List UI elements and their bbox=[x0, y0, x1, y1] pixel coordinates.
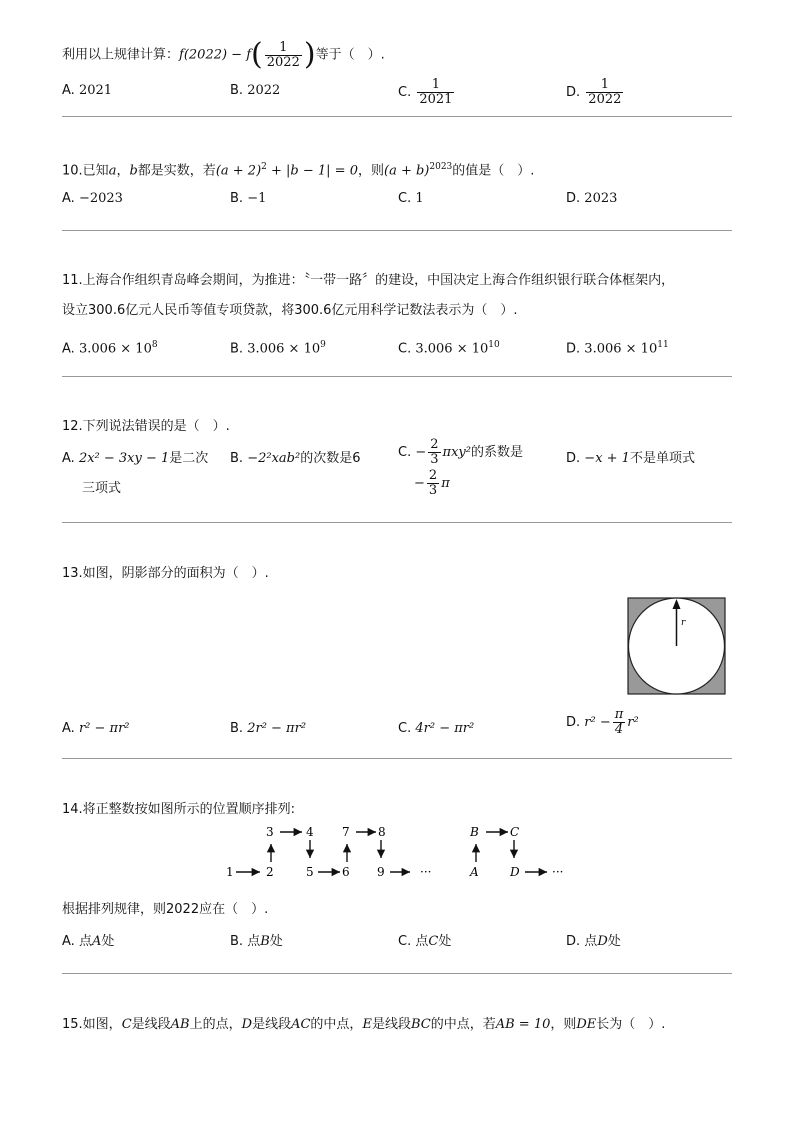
option-post: 处 bbox=[269, 934, 283, 949]
q12-b-expr: −2²xab² bbox=[247, 451, 301, 466]
seq-ellipsis-1: ··· bbox=[420, 865, 432, 879]
q10-mid2: 都是实数，若 bbox=[137, 163, 216, 179]
option-label: B. bbox=[230, 934, 244, 949]
option-label: D. bbox=[566, 715, 581, 730]
option-base: 3.006 × 10 bbox=[584, 341, 658, 357]
option-exp: 10 bbox=[488, 340, 500, 350]
q15-var: DE bbox=[576, 1017, 597, 1032]
option-label: A. bbox=[62, 83, 75, 98]
option-pre: 点 bbox=[584, 934, 598, 949]
q14-options bbox=[62, 931, 732, 971]
q13-d-fraction bbox=[613, 708, 626, 737]
q12-c-expr: πxy² bbox=[442, 445, 471, 460]
q9-frac-num: 1 bbox=[265, 41, 302, 56]
option-label: D. bbox=[566, 341, 581, 357]
q15-var: E bbox=[362, 1017, 372, 1032]
option-text: 2021 bbox=[78, 83, 113, 98]
option-text: −1 bbox=[247, 191, 267, 206]
q14-rule bbox=[62, 899, 732, 921]
q12-c-fraction2 bbox=[427, 469, 439, 498]
option-label: C. bbox=[398, 191, 412, 206]
seq-num-7: 7 bbox=[342, 825, 350, 839]
q9-option-a[interactable] bbox=[62, 80, 112, 102]
q9-options bbox=[62, 78, 732, 118]
option-pre: r² − bbox=[584, 715, 611, 730]
q9-stem-pre: 利用以上规律计算： bbox=[62, 47, 180, 63]
q10-exp3: 2023 bbox=[429, 162, 453, 172]
option-label: C. bbox=[398, 934, 412, 949]
option-label: B. bbox=[230, 341, 244, 357]
q11-option-c[interactable] bbox=[398, 334, 500, 360]
q12-c-text: 的系数是 bbox=[470, 445, 523, 460]
q15-text: 是线段 bbox=[252, 1017, 292, 1032]
seq-ellipsis-2: ··· bbox=[552, 865, 564, 879]
question-11 bbox=[62, 270, 732, 322]
q9-rparen: ) bbox=[303, 37, 316, 72]
q10-mid1: ， bbox=[116, 163, 130, 179]
divider bbox=[62, 376, 732, 377]
frac-num: 2 bbox=[428, 468, 438, 483]
seq-point-a: A bbox=[470, 865, 479, 879]
frac-den: 4 bbox=[614, 722, 624, 737]
option-label: A. bbox=[62, 341, 75, 357]
q12-a-text2: 三项式 bbox=[82, 481, 122, 496]
q10-stem bbox=[62, 156, 732, 182]
q10-option-b[interactable] bbox=[230, 188, 266, 210]
q14-option-c[interactable] bbox=[398, 931, 451, 953]
q12-option-a[interactable] bbox=[62, 444, 222, 504]
question-12 bbox=[62, 416, 732, 438]
question-10 bbox=[62, 156, 732, 182]
radius-label: r bbox=[681, 618, 686, 628]
q15-text: 的中点， bbox=[310, 1017, 363, 1032]
q15-pre: 15.如图， bbox=[62, 1017, 122, 1032]
frac-num: 1 bbox=[586, 78, 623, 93]
option-pre: 点 bbox=[78, 934, 92, 949]
option-var: B bbox=[260, 934, 270, 949]
option-label: C. bbox=[398, 341, 412, 357]
q9-fraction bbox=[265, 41, 302, 70]
q13-option-d[interactable] bbox=[566, 708, 639, 737]
q12-option-b[interactable] bbox=[230, 448, 360, 470]
q13-stem: 13.如图，阴影部分的面积为（ ）. bbox=[62, 566, 269, 581]
option-text: r² − πr² bbox=[78, 721, 130, 736]
seq-num-2: 2 bbox=[266, 865, 274, 879]
option-label: C. bbox=[398, 85, 412, 100]
frac-num: π bbox=[614, 707, 624, 722]
option-exp: 8 bbox=[151, 340, 158, 350]
q10-option-c[interactable] bbox=[398, 188, 424, 210]
q10-stem-pre: 10.已知 bbox=[62, 163, 109, 179]
q11-option-d[interactable] bbox=[566, 334, 669, 360]
q15-text: 长为（ ）. bbox=[596, 1017, 666, 1032]
q13-option-c[interactable] bbox=[398, 718, 474, 740]
divider bbox=[62, 522, 732, 523]
q9-option-c[interactable] bbox=[398, 78, 456, 107]
option-base: 3.006 × 10 bbox=[415, 341, 489, 357]
q9-option-b[interactable] bbox=[230, 80, 280, 102]
question-13 bbox=[62, 563, 732, 585]
option-label: D. bbox=[566, 191, 581, 206]
q14-option-a[interactable] bbox=[62, 931, 114, 953]
option-pre: 点 bbox=[415, 934, 429, 949]
q9-expr: f(2022) − f bbox=[179, 47, 252, 63]
option-text: −2023 bbox=[78, 191, 123, 206]
option-label: B. bbox=[230, 451, 244, 466]
option-text: 2022 bbox=[247, 83, 281, 98]
q9-option-d[interactable] bbox=[566, 78, 625, 107]
q15-var: AC bbox=[291, 1017, 311, 1032]
q12-a-expr: 2x² − 3xy − 1 bbox=[78, 451, 170, 466]
divider bbox=[62, 230, 732, 231]
option-post: 处 bbox=[101, 934, 115, 949]
q10-exp1: 2 bbox=[261, 162, 267, 172]
question-15 bbox=[62, 1014, 732, 1036]
seq-num-3: 3 bbox=[266, 825, 274, 839]
frac-den: 3 bbox=[430, 452, 439, 467]
q13-option-a[interactable] bbox=[62, 718, 130, 740]
frac-den: 2022 bbox=[588, 92, 622, 107]
option-label: A. bbox=[62, 191, 75, 206]
q15-var: D bbox=[241, 1017, 253, 1032]
q9-stem bbox=[62, 38, 732, 73]
seq-num-8: 8 bbox=[378, 825, 386, 839]
seq-num-1: 1 bbox=[226, 865, 234, 879]
option-text: 1 bbox=[415, 191, 424, 206]
option-label: D. bbox=[566, 451, 581, 466]
seq-point-c: C bbox=[510, 825, 520, 839]
q12-c-neg: − bbox=[415, 445, 427, 460]
q13-options bbox=[62, 707, 732, 754]
q10-mid3: ，则 bbox=[357, 163, 384, 179]
q13-figure-circle-in-square bbox=[627, 597, 727, 695]
q12-a-text1: 是二次 bbox=[169, 451, 209, 466]
q15-text: 是线段 bbox=[371, 1017, 411, 1032]
option-exp: 11 bbox=[657, 340, 669, 350]
option-label: A. bbox=[62, 451, 75, 466]
q9-lparen: ( bbox=[251, 37, 263, 72]
option-post: r² bbox=[627, 715, 639, 730]
q15-text: ，则 bbox=[550, 1017, 577, 1032]
q15-var: AB bbox=[170, 1017, 190, 1032]
q15-var: BC bbox=[410, 1017, 431, 1032]
q9-c-fraction bbox=[417, 78, 454, 107]
q11-stem-line2: 设立300.6亿元人民币等值专项贷款，将300.6亿元用科学记数法表示为（ ）. bbox=[62, 303, 518, 318]
option-label: B. bbox=[230, 721, 244, 736]
q10-option-d[interactable] bbox=[566, 188, 617, 210]
q11-options bbox=[62, 334, 732, 374]
option-base: 3.006 × 10 bbox=[78, 341, 152, 357]
q15-var: AB = 10 bbox=[495, 1017, 551, 1032]
q12-option-d[interactable] bbox=[566, 448, 695, 470]
q12-c-fraction bbox=[428, 438, 440, 467]
option-pre: 点 bbox=[247, 934, 261, 949]
q15-stem bbox=[62, 1014, 732, 1036]
frac-den: 3 bbox=[428, 483, 438, 498]
q11-option-a[interactable] bbox=[62, 334, 158, 360]
option-label: C. bbox=[398, 721, 412, 736]
question-14 bbox=[62, 799, 732, 821]
q14-rule-text: 根据排列规律，则2022应在（ ）. bbox=[62, 902, 269, 917]
q15-var: C bbox=[121, 1017, 132, 1032]
q14-option-b[interactable] bbox=[230, 931, 283, 953]
seq-num-4: 4 bbox=[306, 825, 314, 839]
divider bbox=[62, 758, 732, 759]
q12-b-text: 的次数是6 bbox=[300, 451, 361, 466]
option-base: 3.006 × 10 bbox=[247, 341, 321, 357]
q10-expr1: (a + 2) bbox=[215, 163, 262, 179]
option-text: 4r² − πr² bbox=[415, 721, 475, 736]
frac-num: 2 bbox=[430, 437, 439, 452]
q14-stem: 14.将正整数按如图所示的位置顺序排列: bbox=[62, 802, 296, 817]
q11-option-b[interactable] bbox=[230, 334, 326, 360]
q15-text: 的中点，若 bbox=[430, 1017, 496, 1032]
q9-stem-post: 等于（ ）. bbox=[315, 47, 385, 63]
q12-option-c[interactable] bbox=[398, 438, 523, 498]
option-label: A. bbox=[62, 934, 75, 949]
q12-c-pi: π bbox=[441, 476, 450, 491]
q14-sequence-diagram bbox=[222, 822, 582, 884]
seq-num-6: 6 bbox=[342, 865, 350, 879]
option-exp: 9 bbox=[320, 340, 326, 350]
seq-point-d: D bbox=[510, 865, 520, 879]
option-label: B. bbox=[230, 191, 244, 206]
q13-option-b[interactable] bbox=[230, 718, 306, 740]
q15-text: 是线段 bbox=[131, 1017, 171, 1032]
q12-d-text: 不是单项式 bbox=[629, 451, 695, 466]
divider bbox=[62, 116, 732, 117]
frac-num: 1 bbox=[417, 78, 454, 93]
option-post: 处 bbox=[607, 934, 621, 949]
q10-var-a: a bbox=[108, 163, 117, 179]
q12-options bbox=[62, 437, 732, 512]
q10-var-b: b bbox=[129, 163, 138, 179]
q10-expr2: + |b − 1| = 0 bbox=[266, 163, 358, 179]
q9-frac-den: 2022 bbox=[266, 54, 300, 70]
q15-text: 上的点， bbox=[189, 1017, 242, 1032]
q12-d-expr: −x + 1 bbox=[584, 451, 630, 466]
frac-den: 2021 bbox=[419, 92, 453, 107]
option-text: 2r² − πr² bbox=[247, 721, 307, 736]
q10-options bbox=[62, 188, 732, 228]
divider bbox=[62, 973, 732, 974]
option-label: A. bbox=[62, 721, 75, 736]
option-var: C bbox=[428, 934, 439, 949]
option-label: B. bbox=[230, 83, 244, 98]
question-9 bbox=[62, 38, 732, 73]
seq-point-b: B bbox=[470, 825, 479, 839]
q10-option-a[interactable] bbox=[62, 188, 123, 210]
q14-option-d[interactable] bbox=[566, 931, 621, 953]
option-post: 处 bbox=[438, 934, 452, 949]
option-var: D bbox=[597, 934, 608, 949]
option-text: 2023 bbox=[584, 191, 618, 206]
option-label: D. bbox=[566, 934, 581, 949]
q12-stem: 12.下列说法错误的是（ ）. bbox=[62, 419, 230, 434]
q10-stem-post: 的值是（ ）. bbox=[452, 163, 535, 179]
q11-stem-line1: 11.上海合作组织青岛峰会期间，为推进：〝一带一路〞的建设，中国决定上海合作组织银行联合体框架内， bbox=[62, 273, 675, 288]
q9-d-fraction bbox=[586, 78, 623, 107]
seq-num-9: 9 bbox=[377, 865, 385, 879]
seq-num-5: 5 bbox=[306, 865, 314, 879]
q10-expr3: (a + b) bbox=[384, 163, 430, 179]
option-var: A bbox=[91, 934, 102, 949]
option-label: D. bbox=[566, 85, 581, 100]
option-label: C. bbox=[398, 445, 412, 460]
q12-c-neg2: − bbox=[414, 476, 425, 491]
